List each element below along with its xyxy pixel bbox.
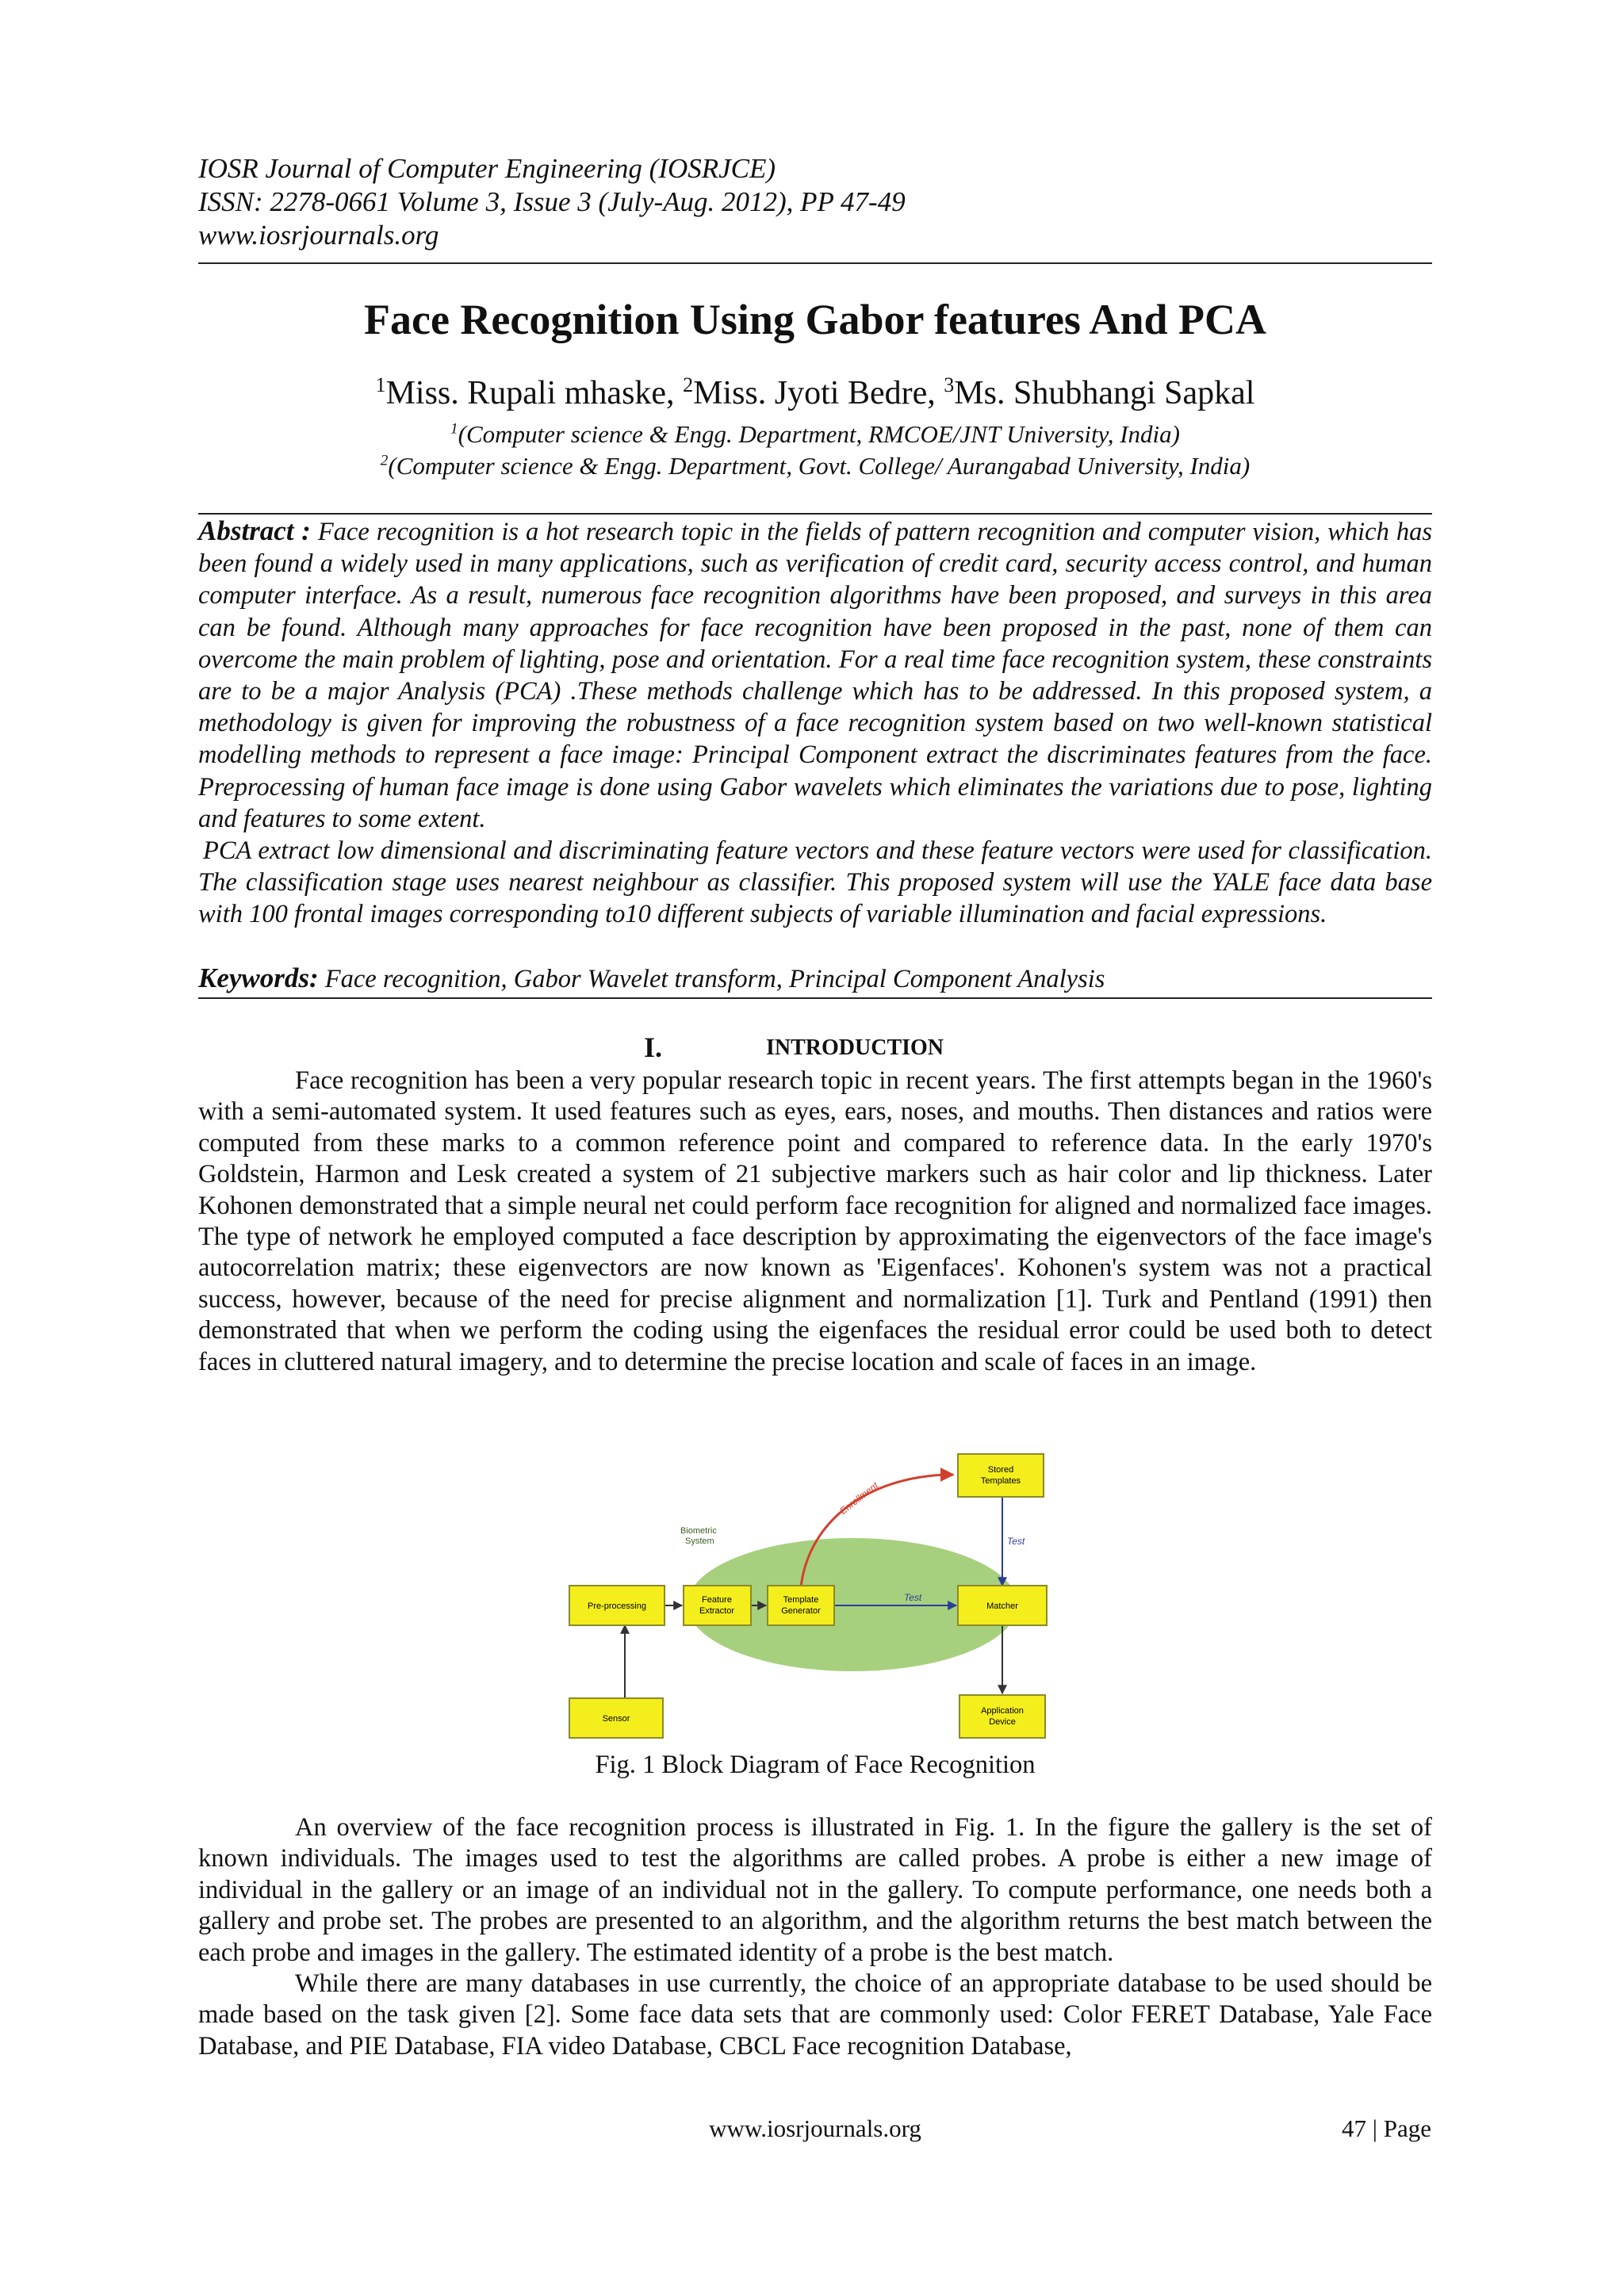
biometric-label-2: System [685, 1536, 714, 1546]
abstract-text-1: Face recognition is a hot research topic in the fields of pattern recognition and computer vision, which has been found a widely used in many applications, such as verification of credit card, security access control, and human computer interface. As a result, numerous face recognition algorithms have been proposed, and surveys in this area can be found. Although many approaches for face recognition have been proposed in the past, none of them can overcome the main problem of lighting, pose and orientation. For a real time face recognition system, these constraints are to be a major Analysis (PCA) .These methods challenge which has to be addressed. In this proposed system, a methodology is given for improving the robustness of a face recognition system based on two well-known statistical modelling methods to represent a face image: Principal Component extract the discriminates features from the face. Preprocessing of human face image is done using Gabor wavelets which eliminates the variations due to pose, lighting and features to some extent. [198, 518, 1432, 833]
author-1: Miss. Rupali mhaske, [385, 375, 684, 411]
figure-1 [555, 1443, 1071, 1744]
affiliation-1-sup: 1 [450, 420, 458, 438]
test-label-top: Test [1007, 1536, 1025, 1547]
paper-title: Face Recognition Using Gabor features And PCA [364, 296, 1266, 343]
block-feature-label-1: Feature [702, 1595, 732, 1605]
author-list [198, 373, 1432, 414]
section-number: I. [644, 1031, 663, 1063]
abstract-para-1 [198, 515, 1432, 835]
author-2: Miss. Jyoti Bedre, [693, 375, 944, 411]
section-title: INTRODUCTION [766, 1035, 944, 1060]
abstract [198, 515, 1432, 931]
overview-paragraph: An overview of the face recognition process is illustrated in Fig. 1. In the figure the gallery is the set of known individuals. The images used to test the algorithms are called probes. A probe is either a new image of individual in the gallery or an image of an individual not in the gallery. To compute performance, one needs both a gallery and probe set. The probes are presented to an algorithm, and the algorithm returns the best match between the each probe and images in the gallery. The estimated identity of a probe is the best match. [198, 1813, 1432, 1967]
section-heading [198, 1031, 1432, 1066]
journal-issn: ISSN: 2278-0661 Volume 3, Issue 3 (July-Aug. 2012), PP 47-49 [198, 186, 906, 217]
block-feature-extractor [684, 1586, 751, 1625]
block-preprocessing [569, 1586, 665, 1625]
header-rule [198, 262, 1432, 264]
test-label-mid: Test [904, 1592, 922, 1603]
affiliation-2-sup: 2 [380, 452, 389, 469]
footer-url: www.iosrjournals.org [709, 2114, 921, 2142]
author-3: Ms. Shubhangi Sapkal [954, 375, 1255, 411]
block-stored-templates [958, 1454, 1044, 1497]
block-template-label-2: Generator [781, 1606, 821, 1616]
abstract-para-2: PCA extract low dimensional and discriminating feature vectors and these feature vectors were used for classification. The classification stage uses nearest neighbour as classifier. This proposed system will use the YALE face data base with 100 frontal images corresponding to10 different subjects of variable illumination and facial expressions. [198, 836, 1432, 929]
abstract-top-rule [198, 513, 1432, 515]
block-application-label-2: Device [989, 1717, 1016, 1727]
block-preprocessing-label: Pre-processing [588, 1601, 646, 1611]
journal-name: IOSR Journal of Computer Engineering (IOSRJCE) [198, 153, 776, 184]
author-2-sup: 2 [683, 373, 694, 396]
block-application-label-1: Application [981, 1706, 1024, 1716]
affiliation-1 [198, 419, 1432, 450]
keywords [198, 962, 1432, 995]
block-matcher [958, 1586, 1047, 1625]
keywords-label: Keywords: [198, 962, 319, 993]
affiliation-1-text: (Computer science & Engg. Department, RMCOE/JNT University, India) [458, 420, 1180, 448]
journal-header [198, 152, 1435, 252]
block-stored-label-2: Templates [980, 1476, 1021, 1486]
figure-1-caption: Fig. 1 Block Diagram of Face Recognition [595, 1751, 1036, 1779]
block-sensor-label: Sensor [602, 1714, 630, 1724]
footer-page-number: 47 | Page [1342, 2114, 1431, 2142]
enrollment-label: Enrollment [837, 1479, 881, 1517]
abstract-bottom-rule [198, 997, 1432, 999]
introduction-body [198, 1066, 1432, 1378]
block-matcher-label: Matcher [986, 1601, 1018, 1611]
block-template-label-1: Template [783, 1595, 819, 1605]
author-3-sup: 3 [944, 373, 955, 396]
block-application-device [959, 1695, 1045, 1738]
block-sensor [569, 1698, 663, 1738]
journal-url: www.iosrjournals.org [198, 220, 439, 251]
databases-paragraph: While there are many databases in use currently, the choice of an appropriate database to be used should be made based on the task given [2]. Some face data sets that are commonly used: Color FERET Database, Yale Face Database, and PIE Database, FIA video Database, CBCL Face recognition Database, [198, 1969, 1432, 2061]
block-diagram [555, 1443, 1071, 1744]
author-1-sup: 1 [375, 373, 386, 396]
intro-paragraph: Face recognition has been a very popular research topic in recent years. The first attempts began in the 1960's with a semi-automated system. It used features such as eyes, ears, noses, and mouths. Then distances and ratios were computed from these marks to a common reference point and compared to reference data. In the early 1970's Goldstein, Harmon and Lesk created a system of 21 subjective markers such as hair color and lip thickness. Later Kohonen demonstrated that a simple neural net could perform face recognition for aligned and normalized face images. The type of network he employed computed a face description by approximating the eigenvectors of the face image's autocorrelation matrix; these eigenvectors are now known as 'Eigenfaces'. Kohonen's system was not a practical success, however, because of the need for precise alignment and normalization [1]. Turk and Pentland (1991) then demonstrated that when we perform the coding using the eigenfaces the residual error could be used both to detect faces in cluttered natural imagery, and to determine the precise location and scale of faces in an image. [198, 1066, 1432, 1376]
body-after-figure [198, 1812, 1432, 2062]
affiliation-2-text: (Computer science & Engg. Department, Govt. College/ Aurangabad University, India) [388, 452, 1251, 480]
keywords-text: Face recognition, Gabor Wavelet transform, Principal Component Analysis [324, 965, 1105, 993]
block-stored-label-1: Stored [987, 1465, 1014, 1475]
abstract-label: Abstract : [198, 515, 311, 546]
block-feature-label-2: Extractor [699, 1606, 735, 1616]
biometric-label-1: Biometric [680, 1526, 717, 1536]
affiliation-2 [198, 450, 1432, 482]
block-template-generator [768, 1586, 834, 1625]
